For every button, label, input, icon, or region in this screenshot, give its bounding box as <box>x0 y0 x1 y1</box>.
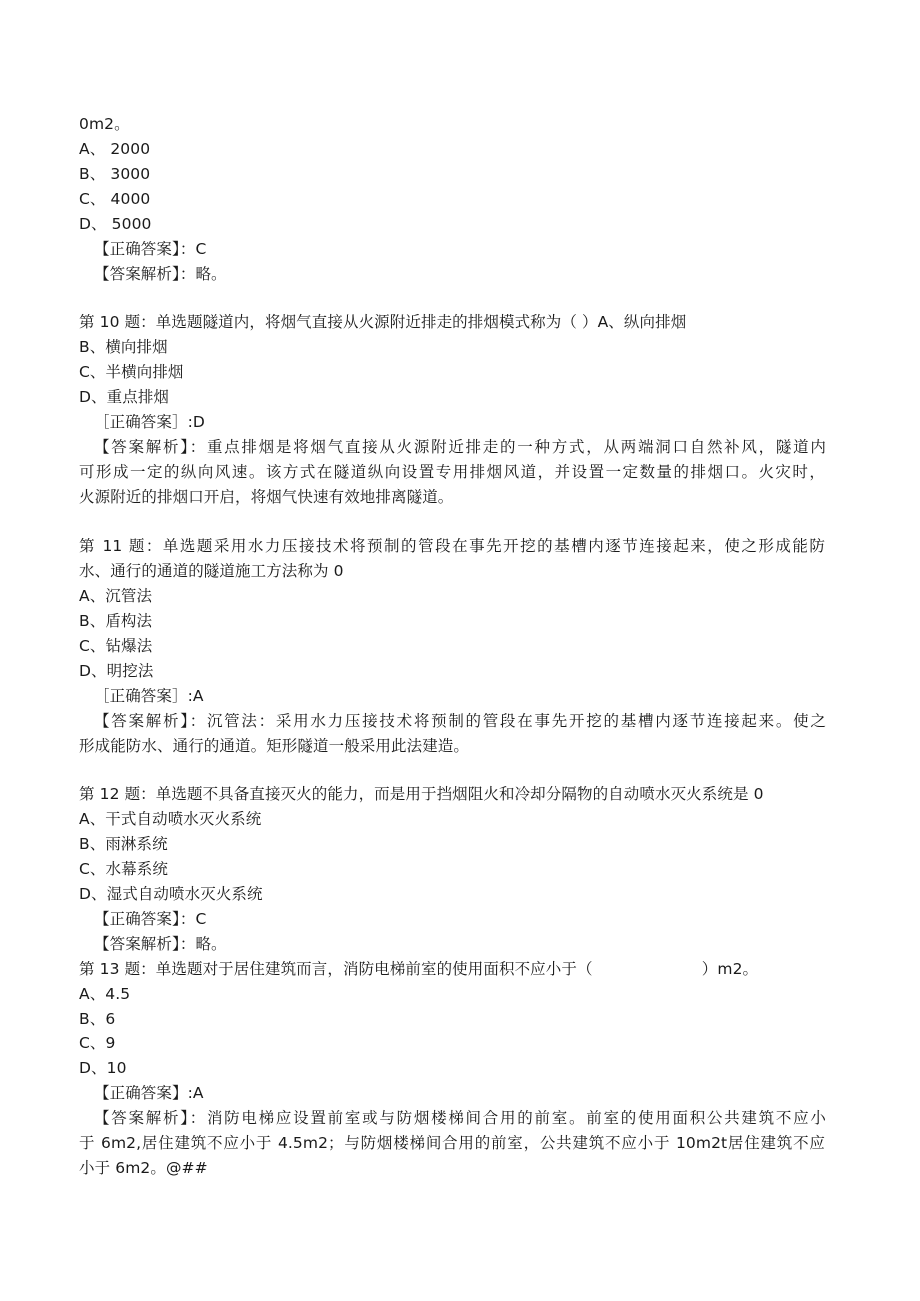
question-text: 第 12 题：单选题不具备直接灭火的能力，而是用于挡烟阻火和冷却分隔物的自动喷水灭火系统是 0 <box>79 785 764 803</box>
answer-analysis: 【答案解析】：沉管法：采用水力压接技术将预制的管段在事先开挖的基槽内逐节连接起来。使之 <box>94 712 826 730</box>
correct-answer: ［正确答案］:D <box>94 413 205 431</box>
option-b: B、盾构法 <box>79 612 153 630</box>
answer-analysis: 【答案解析】：略。 <box>94 935 227 953</box>
answer-analysis: 【答案解析】：重点排烟是将烟气直接从火源附近排走的一种方式，从两端洞口自然补风，隧道内 <box>94 438 826 456</box>
option-a: A、 2000 <box>79 140 151 158</box>
option-a: A、沉管法 <box>79 587 153 605</box>
option-b: B、雨淋系统 <box>79 835 168 853</box>
question-text: 第 10 题：单选题隧道内，将烟气直接从火源附近排走的排烟模式称为（ ）A、纵向排烟 <box>79 313 687 331</box>
correct-answer: 【正确答案】：C <box>94 910 207 928</box>
option-b: B、6 <box>79 1010 116 1028</box>
answer-analysis-continued: 小于 6m2。@## <box>79 1159 208 1177</box>
option-c: C、半横向排烟 <box>79 363 184 381</box>
option-b: B、 3000 <box>79 165 151 183</box>
answer-analysis-continued: 可形成一定的纵向风速。该方式在隧道纵向设置专用排烟风道，并设置一定数量的排烟口。火灾时， <box>79 463 825 481</box>
question-text: 第 13 题：单选题对于居住建筑而言，消防电梯前室的使用面积不应小于（ ）m2。 <box>79 960 759 978</box>
option-c: C、9 <box>79 1034 116 1052</box>
option-d: D、湿式自动喷水灭火系统 <box>79 885 263 903</box>
question-text-continued: 水、通行的通道的隧道施工方法称为 0 <box>79 562 344 580</box>
answer-analysis: 【答案解析】：略。 <box>94 265 227 283</box>
option-d: D、重点排烟 <box>79 388 170 406</box>
correct-answer: ［正确答案］:A <box>94 687 204 705</box>
option-d: D、10 <box>79 1059 127 1077</box>
option-b: B、横向排烟 <box>79 338 168 356</box>
option-c: C、钻爆法 <box>79 637 153 655</box>
answer-analysis-continued: 形成能防水、通行的通道。矩形隧道一般采用此法建造。 <box>79 737 470 755</box>
question-text: 0m2。 <box>79 115 130 133</box>
answer-analysis-continued: 于 6m2,居住建筑不应小于 4.5m2；与防烟楼梯间合用的前室，公共建筑不应小于 10m2t居住建筑不应 <box>79 1134 825 1152</box>
option-c: C、水幕系统 <box>79 860 168 878</box>
correct-answer: 【正确答案】：C <box>94 240 207 258</box>
option-a: A、4.5 <box>79 985 131 1003</box>
option-c: C、 4000 <box>79 190 151 208</box>
option-a: A、干式自动喷水灭火系统 <box>79 810 262 828</box>
answer-analysis-continued: 火源附近的排烟口开启，将烟气快速有效地排离隧道。 <box>79 488 454 506</box>
option-d: D、 5000 <box>79 215 152 233</box>
option-d: D、明挖法 <box>79 662 154 680</box>
correct-answer: 【正确答案】:A <box>94 1084 204 1102</box>
question-text: 第 11 题：单选题采用水力压接技术将预制的管段在事先开挖的基槽内逐节连接起来，使之形成能防 <box>79 537 825 555</box>
answer-analysis: 【答案解析】：消防电梯应设置前室或与防烟楼梯间合用的前室。前室的使用面积公共建筑不应小 <box>94 1109 826 1127</box>
